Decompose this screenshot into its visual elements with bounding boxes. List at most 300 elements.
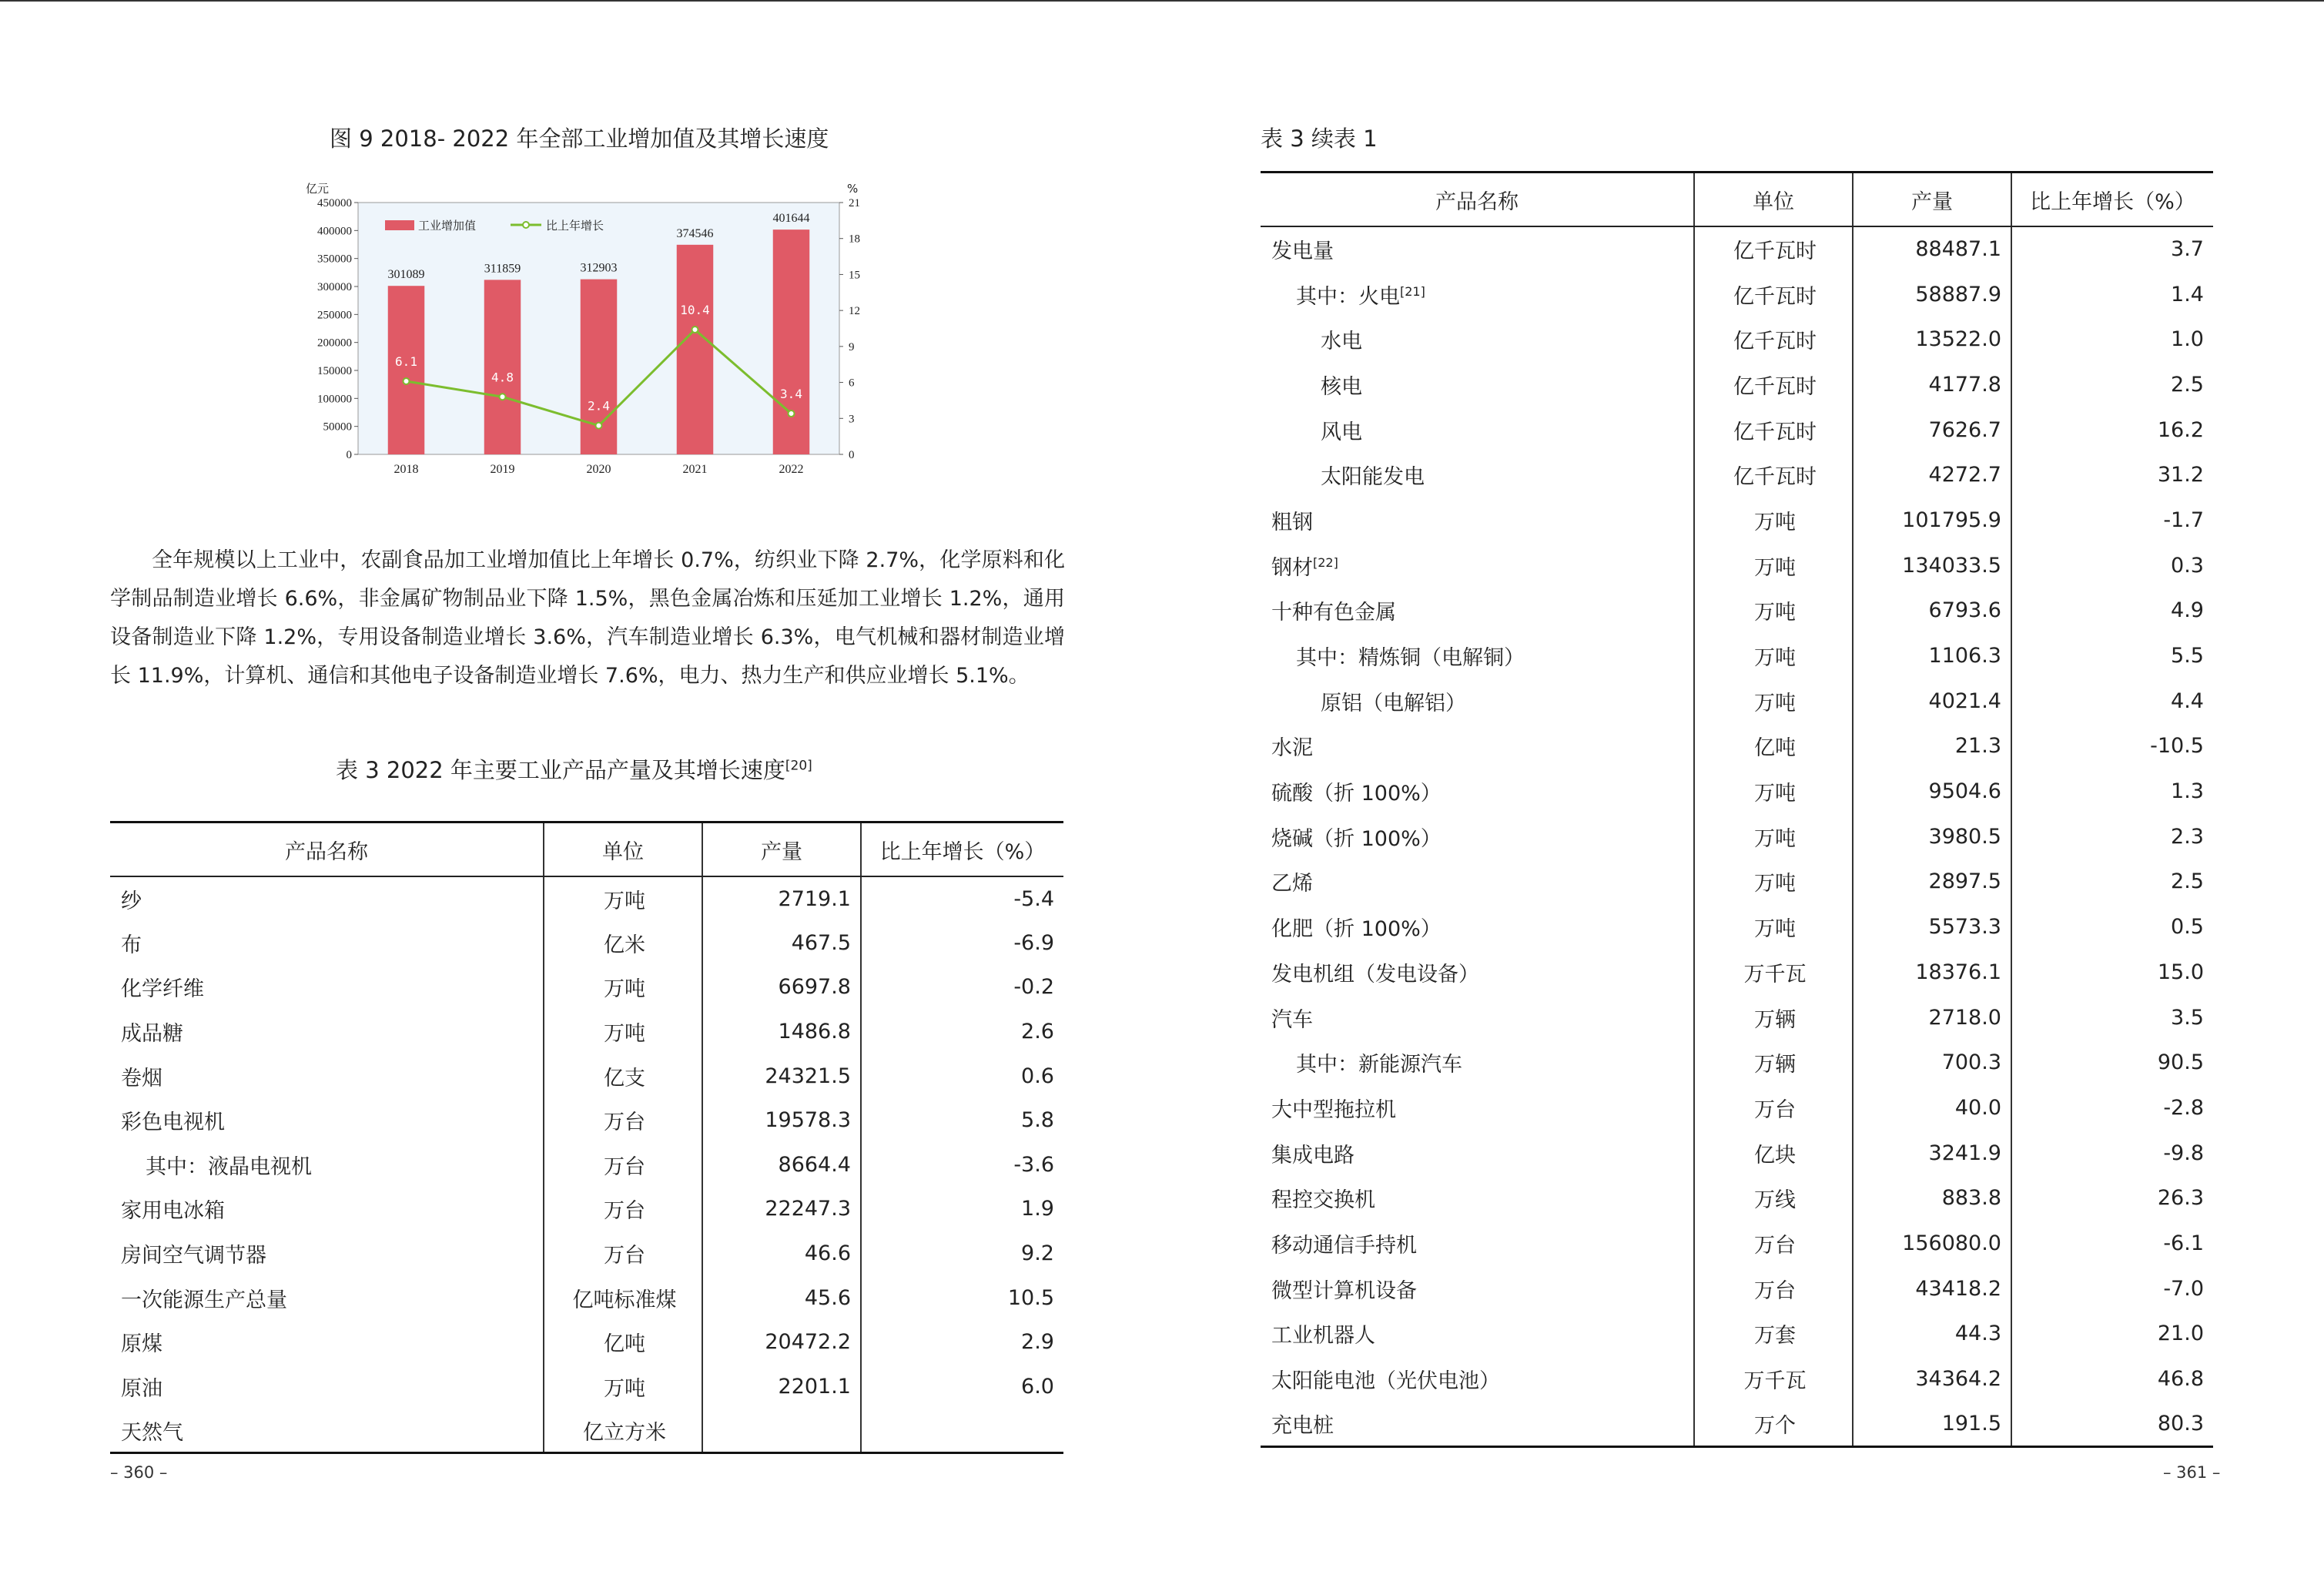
x-tick-label: 2018: [393, 463, 419, 476]
growth-cell: -9.8: [2011, 1131, 2213, 1176]
product-name-cell: [110, 1409, 544, 1453]
unit-cell: 万辆: [1694, 1040, 1853, 1085]
y-left-tick-label: 200000: [317, 337, 352, 350]
growth-cell: -6.1: [2011, 1221, 2213, 1266]
table-row: [1261, 950, 2213, 995]
table-row: [110, 1187, 1063, 1231]
output-cell: 45.6: [702, 1275, 861, 1320]
growth-cell: -5.4: [861, 876, 1063, 921]
bar-value-label: 374546: [676, 226, 714, 240]
table-row: [1261, 1040, 2213, 1085]
growth-cell: 4.9: [2011, 588, 2213, 634]
table-row: [1261, 1312, 2213, 1357]
growth-cell: -6.9: [861, 921, 1063, 966]
header-output: 产量: [1853, 173, 2011, 227]
table-row: [1261, 678, 2213, 724]
header-unit: 单位: [1694, 173, 1853, 227]
product-name: 乙烯: [1271, 872, 1313, 896]
product-name-cell: [110, 1098, 544, 1143]
output-cell: 20472.2: [702, 1320, 861, 1365]
y-right-tick-label: 0: [849, 449, 855, 461]
table-row: [1261, 1356, 2213, 1402]
output-cell: 40.0: [1853, 1085, 2011, 1131]
y-right-tick-label: 15: [849, 269, 860, 282]
product-name: 程控交换机: [1271, 1188, 1375, 1213]
output-cell: 3980.5: [1853, 814, 2011, 859]
output-cell: 9504.6: [1853, 769, 2011, 814]
output-cell: 21.3: [1853, 724, 2011, 769]
growth-cell: -1.7: [2011, 498, 2213, 543]
unit-cell: 万吨: [1694, 543, 1853, 588]
unit-cell: 万台: [1694, 1266, 1853, 1312]
output-cell: 22247.3: [702, 1187, 861, 1231]
growth-cell: 15.0: [2011, 950, 2213, 995]
unit-cell: 亿吨: [1694, 724, 1853, 769]
growth-cell: 2.6: [861, 1010, 1063, 1054]
growth-cell: [861, 1409, 1063, 1453]
growth-value-label: 3.4: [780, 387, 802, 402]
unit-cell: 万套: [1694, 1312, 1853, 1357]
x-tick-label: 2021: [682, 463, 708, 476]
table3-header-row: [110, 822, 1063, 877]
output-cell: 5573.3: [1853, 904, 2011, 950]
table-row: [110, 1231, 1063, 1276]
product-name-cell: [110, 876, 544, 921]
output-cell: 8664.4: [702, 1143, 861, 1188]
unit-cell: 万台: [1694, 1221, 1853, 1266]
unit-cell: 万吨: [544, 1010, 702, 1054]
table-row: [1261, 1266, 2213, 1312]
unit-cell: 亿吨: [544, 1320, 702, 1365]
table-row: [1261, 452, 2213, 498]
table3-caption-text: 表 3 2022 年主要工业产品产量及其增长速度: [336, 757, 785, 783]
product-name-cell: [1261, 1040, 1694, 1085]
product-name-cell: [1261, 724, 1694, 769]
table-row: [1261, 317, 2213, 362]
product-name: 硫酸（折 100%）: [1271, 782, 1442, 806]
unit-cell: 亿块: [1694, 1131, 1853, 1176]
table-row: [1261, 1131, 2213, 1176]
growth-cell: 80.3: [2011, 1402, 2213, 1447]
page-number-right: – 361 –: [2163, 1463, 2221, 1482]
growth-cell: 5.5: [2011, 633, 2213, 678]
output-cell: 2201.1: [702, 1365, 861, 1409]
product-name-cell: [110, 1054, 544, 1098]
product-name: 彩色电视机: [121, 1111, 225, 1135]
growth-cell: 0.6: [861, 1054, 1063, 1098]
table3-cont-caption: 表 3 续表 1: [1261, 126, 1378, 152]
growth-cell: 6.0: [861, 1365, 1063, 1409]
growth-point: [500, 394, 506, 400]
product-name: 布: [121, 933, 142, 957]
product-name: 其中：液晶电视机: [146, 1154, 312, 1179]
unit-cell: 亿千瓦时: [1694, 407, 1853, 453]
growth-cell: 0.3: [2011, 543, 2213, 588]
bar-value-label: 312903: [580, 261, 618, 275]
growth-cell: 2.5: [2011, 362, 2213, 407]
unit-cell: 亿千瓦时: [1694, 362, 1853, 407]
growth-cell: 46.8: [2011, 1356, 2213, 1402]
y-right-axis-label: %: [847, 182, 859, 196]
growth-cell: 0.5: [2011, 904, 2213, 950]
product-name: 充电桩: [1271, 1413, 1334, 1438]
growth-value-label: 10.4: [680, 303, 710, 318]
output-cell: 7626.7: [1853, 407, 2011, 453]
body-paragraph: 全年规模以上工业中，农副食品加工业增加值比上年增长 0.7%，纺织业下降 2.7%，化学原料和化学制品制造业增长 6.6%，非金属矿物制品业下降 1.5%，黑色金属冶炼和压延加工业增长 1.2%，通用设备制造业下降 1.2%，专用设备制造业增长 3.6%，汽车制造业增长 6.3%，电气机械和器材制造业增长 11.9%，计算机、通信和其他电子设备制造业增长 7.6%，电力、热力生产和供应业增长 5.1%。: [110, 548, 1065, 688]
table-row: [110, 921, 1063, 966]
table-row: [1261, 724, 2213, 769]
table3-caption: [336, 753, 812, 785]
product-name-cell: [1261, 950, 1694, 995]
legend-line-label: 比上年增长: [546, 219, 604, 233]
legend-line-marker: [523, 222, 529, 228]
product-name: 原油: [121, 1376, 162, 1401]
unit-cell: 亿千瓦时: [1694, 272, 1853, 317]
product-name-cell: [1261, 407, 1694, 453]
output-cell: 4177.8: [1853, 362, 2011, 407]
table-row: [1261, 1085, 2213, 1131]
output-cell: [702, 1409, 861, 1453]
unit-cell: 万吨: [1694, 769, 1853, 814]
product-name-cell: [1261, 859, 1694, 905]
growth-value-label: 4.8: [491, 370, 514, 385]
product-name-cell: [110, 1231, 544, 1276]
product-name-cell: [1261, 452, 1694, 498]
table-row: [110, 1010, 1063, 1054]
product-name: 十种有色金属: [1271, 601, 1396, 625]
table3-cont-body: [1261, 226, 2213, 1447]
product-name-cell: [1261, 1175, 1694, 1221]
y-left-tick-label: 0: [346, 449, 352, 461]
product-name: 钢材: [1271, 555, 1313, 580]
unit-cell: 万台: [544, 1143, 702, 1188]
growth-cell: 31.2: [2011, 452, 2213, 498]
table-row: [110, 1320, 1063, 1365]
unit-cell: 亿支: [544, 1054, 702, 1098]
table-row: [110, 1098, 1063, 1143]
product-name-cell: [110, 1320, 544, 1365]
product-name: 微型计算机设备: [1271, 1278, 1417, 1303]
product-name-cell: [110, 1143, 544, 1188]
growth-cell: -3.6: [861, 1143, 1063, 1188]
product-name-cell: [1261, 1221, 1694, 1266]
product-name-cell: [1261, 272, 1694, 317]
growth-cell: 2.5: [2011, 859, 2213, 905]
unit-cell: 万吨: [1694, 498, 1853, 543]
product-name: 发电机组（发电设备）: [1271, 962, 1479, 987]
output-cell: 24321.5: [702, 1054, 861, 1098]
output-cell: 2719.1: [702, 876, 861, 921]
unit-cell: 万吨: [1694, 678, 1853, 724]
output-cell: 3241.9: [1853, 1131, 2011, 1176]
output-cell: 58887.9: [1853, 272, 2011, 317]
growth-value-label: 6.1: [395, 354, 417, 370]
unit-cell: 万吨: [1694, 859, 1853, 905]
table-row: [1261, 769, 2213, 814]
header-product-name: 产品名称: [110, 822, 544, 877]
unit-cell: 万吨: [1694, 814, 1853, 859]
y-right-tick-label: 3: [849, 413, 855, 426]
product-name: 太阳能电池（光伏电池）: [1271, 1369, 1500, 1394]
header-unit: 单位: [544, 822, 702, 877]
output-cell: 134033.5: [1853, 543, 2011, 588]
table3-cont-header-row: [1261, 173, 2213, 227]
product-name-cell: [1261, 543, 1694, 588]
product-name: 纱: [121, 889, 142, 913]
table-row: [1261, 1402, 2213, 1447]
growth-cell: -7.0: [2011, 1266, 2213, 1312]
unit-cell: 万台: [544, 1187, 702, 1231]
growth-value-label: 2.4: [588, 398, 610, 414]
product-name-cell: [1261, 498, 1694, 543]
y-left-tick-label: 450000: [317, 197, 352, 209]
table-row: [1261, 543, 2213, 588]
unit-cell: 亿米: [544, 921, 702, 966]
product-name: 水泥: [1271, 736, 1313, 761]
unit-cell: 万台: [544, 1231, 702, 1276]
y-left-tick-label: 100000: [317, 393, 352, 406]
unit-cell: 万吨: [544, 1365, 702, 1409]
growth-cell: -2.8: [2011, 1085, 2213, 1131]
unit-cell: 万辆: [1694, 995, 1853, 1040]
growth-point: [404, 378, 410, 384]
bar: [677, 245, 714, 454]
unit-cell: 万吨: [1694, 588, 1853, 634]
output-cell: 467.5: [702, 921, 861, 966]
product-name-cell: [1261, 995, 1694, 1040]
growth-cell: 1.3: [2011, 769, 2213, 814]
growth-cell: 2.9: [861, 1320, 1063, 1365]
growth-point: [789, 410, 795, 417]
unit-cell: 亿千瓦时: [1694, 452, 1853, 498]
table-row: [1261, 859, 2213, 905]
bar-value-label: 301089: [387, 268, 425, 282]
product-name-cell: [1261, 633, 1694, 678]
table-row: [110, 1054, 1063, 1098]
growth-cell: 21.0: [2011, 1312, 2213, 1357]
table-row: [1261, 904, 2213, 950]
growth-cell: 16.2: [2011, 407, 2213, 453]
product-name-cell: [110, 1187, 544, 1231]
output-cell: 13522.0: [1853, 317, 2011, 362]
product-name: 核电: [1321, 374, 1362, 399]
output-cell: 19578.3: [702, 1098, 861, 1143]
product-name-cell: [1261, 769, 1694, 814]
growth-cell: 2.3: [2011, 814, 2213, 859]
unit-cell: 万线: [1694, 1175, 1853, 1221]
table-row: [1261, 1221, 2213, 1266]
unit-cell: 万吨: [1694, 633, 1853, 678]
product-name: 其中：新能源汽车: [1296, 1053, 1462, 1077]
header-output: 产量: [702, 822, 861, 877]
table-row: [110, 965, 1063, 1010]
product-name-cell: [1261, 904, 1694, 950]
right-page: [1162, 0, 2324, 1588]
product-name-cell: [1261, 317, 1694, 362]
product-name-cell: [110, 921, 544, 966]
x-tick-label: 2019: [490, 463, 515, 476]
product-name: 集成电路: [1271, 1143, 1355, 1168]
product-name: 化肥（折 100%）: [1271, 917, 1442, 942]
growth-cell: 1.0: [2011, 317, 2213, 362]
x-tick-label: 2022: [779, 463, 804, 476]
unit-cell: 万千瓦: [1694, 1356, 1853, 1402]
table-row: [1261, 362, 2213, 407]
table-row: [1261, 226, 2213, 272]
table-row: [110, 1143, 1063, 1188]
product-name: 粗钢: [1271, 510, 1313, 534]
growth-cell: 9.2: [861, 1231, 1063, 1276]
table-row: [1261, 272, 2213, 317]
header-product-name: 产品名称: [1261, 173, 1694, 227]
growth-cell: 90.5: [2011, 1040, 2213, 1085]
y-right-tick-label: 6: [849, 377, 855, 390]
header-growth: 比上年增长（%）: [2011, 173, 2213, 227]
bar: [388, 286, 425, 454]
table-row: [110, 1275, 1063, 1320]
bar-value-label: 311859: [484, 262, 521, 276]
growth-cell: 26.3: [2011, 1175, 2213, 1221]
product-name-cell: [1261, 1402, 1694, 1447]
output-cell: 6697.8: [702, 965, 861, 1010]
growth-cell: 1.4: [2011, 272, 2213, 317]
y-left-tick-label: 350000: [317, 253, 352, 266]
table-row: [1261, 814, 2213, 859]
growth-cell: 3.7: [2011, 226, 2213, 272]
table-row: [1261, 498, 2213, 543]
footnote-ref: [21]: [1400, 283, 1425, 299]
page-number-left: – 360 –: [110, 1463, 168, 1482]
output-cell: 88487.1: [1853, 226, 2011, 272]
product-name-cell: [1261, 588, 1694, 634]
unit-cell: 万台: [544, 1098, 702, 1143]
table3-caption-ref: [20]: [785, 758, 812, 774]
output-cell: 43418.2: [1853, 1266, 2011, 1312]
product-name: 原煤: [121, 1332, 162, 1357]
x-tick-label: 2020: [586, 463, 611, 476]
y-left-tick-label: 300000: [317, 281, 352, 293]
product-name: 工业机器人: [1271, 1324, 1375, 1348]
growth-cell: -10.5: [2011, 724, 2213, 769]
product-name-cell: [1261, 362, 1694, 407]
growth-cell: 5.8: [861, 1098, 1063, 1143]
product-name-cell: [1261, 1131, 1694, 1176]
bar: [484, 280, 521, 454]
y-left-tick-label: 400000: [317, 225, 352, 238]
product-name: 风电: [1321, 420, 1362, 444]
y-right-tick-label: 21: [849, 197, 860, 209]
product-name-cell: [110, 1365, 544, 1409]
product-name: 房间空气调节器: [121, 1244, 266, 1268]
unit-cell: 万吨: [544, 965, 702, 1010]
output-cell: 2718.0: [1853, 995, 2011, 1040]
output-cell: 883.8: [1853, 1175, 2011, 1221]
output-cell: 700.3: [1853, 1040, 2011, 1085]
product-name: 卷烟: [121, 1066, 162, 1090]
unit-cell: 万台: [1694, 1085, 1853, 1131]
product-name-cell: [1261, 814, 1694, 859]
unit-cell: 万个: [1694, 1402, 1853, 1447]
product-name-cell: [1261, 226, 1694, 272]
output-cell: 4021.4: [1853, 678, 2011, 724]
product-name: 成品糖: [121, 1022, 183, 1047]
growth-point: [596, 423, 602, 429]
y-right-tick-label: 12: [849, 305, 860, 318]
y-left-axis-label: 亿元: [306, 182, 330, 196]
product-name-cell: [110, 1010, 544, 1054]
growth-point: [692, 327, 698, 333]
table-row: [1261, 633, 2213, 678]
product-name-cell: [1261, 678, 1694, 724]
product-name-cell: [1261, 1356, 1694, 1402]
output-cell: 6793.6: [1853, 588, 2011, 634]
table3-body: [110, 876, 1063, 1453]
product-name: 汽车: [1271, 1007, 1313, 1032]
product-name: 水电: [1321, 330, 1362, 354]
product-name: 烧碱（折 100%）: [1271, 826, 1442, 851]
output-cell: 34364.2: [1853, 1356, 2011, 1402]
product-name-cell: [1261, 1266, 1694, 1312]
table3: [110, 821, 1063, 1454]
product-name: 家用电冰箱: [121, 1199, 225, 1224]
header-growth: 比上年增长（%）: [861, 822, 1063, 877]
growth-cell: 1.9: [861, 1187, 1063, 1231]
y-left-tick-label: 250000: [317, 309, 352, 322]
product-name-cell: [110, 965, 544, 1010]
unit-cell: 亿立方米: [544, 1409, 702, 1453]
table-row: [110, 876, 1063, 921]
output-cell: 4272.7: [1853, 452, 2011, 498]
table-row: [1261, 1175, 2213, 1221]
product-name: 化学纤维: [121, 977, 204, 1002]
table-row: [1261, 407, 2213, 453]
output-cell: 156080.0: [1853, 1221, 2011, 1266]
product-name: 其中：精炼铜（电解铜）: [1296, 646, 1525, 671]
unit-cell: 亿千瓦时: [1694, 226, 1853, 272]
legend-bar-swatch: [385, 220, 414, 230]
unit-cell: 亿吨标准煤: [544, 1275, 702, 1320]
growth-cell: 4.4: [2011, 678, 2213, 724]
product-name: 大中型拖拉机: [1271, 1097, 1396, 1122]
industry-value-chart: [306, 176, 874, 484]
figure-caption: 图 9 2018- 2022 年全部工业增加值及其增长速度: [330, 126, 829, 152]
y-left-tick-label: 150000: [317, 365, 352, 377]
product-name: 其中：火电: [1296, 284, 1400, 309]
table-row: [1261, 588, 2213, 634]
output-cell: 101795.9: [1853, 498, 2011, 543]
output-cell: 1106.3: [1853, 633, 2011, 678]
unit-cell: 亿千瓦时: [1694, 317, 1853, 362]
chart-svg: [306, 176, 874, 484]
table-row: [110, 1365, 1063, 1409]
product-name-cell: [1261, 1085, 1694, 1131]
unit-cell: 万吨: [544, 876, 702, 921]
product-name-cell: [1261, 1312, 1694, 1357]
footnote-ref: [22]: [1313, 554, 1338, 570]
y-right-tick-label: 9: [849, 340, 855, 353]
product-name: 移动通信手持机: [1271, 1233, 1417, 1258]
bar: [773, 229, 810, 454]
product-name: 一次能源生产总量: [121, 1288, 287, 1312]
output-cell: 1486.8: [702, 1010, 861, 1054]
unit-cell: 万吨: [1694, 904, 1853, 950]
product-name: 原铝（电解铝）: [1321, 691, 1466, 715]
growth-cell: 10.5: [861, 1275, 1063, 1320]
growth-cell: 3.5: [2011, 995, 2213, 1040]
output-cell: 191.5: [1853, 1402, 2011, 1447]
product-name: 天然气: [121, 1420, 183, 1445]
product-name: 发电量: [1271, 240, 1334, 264]
